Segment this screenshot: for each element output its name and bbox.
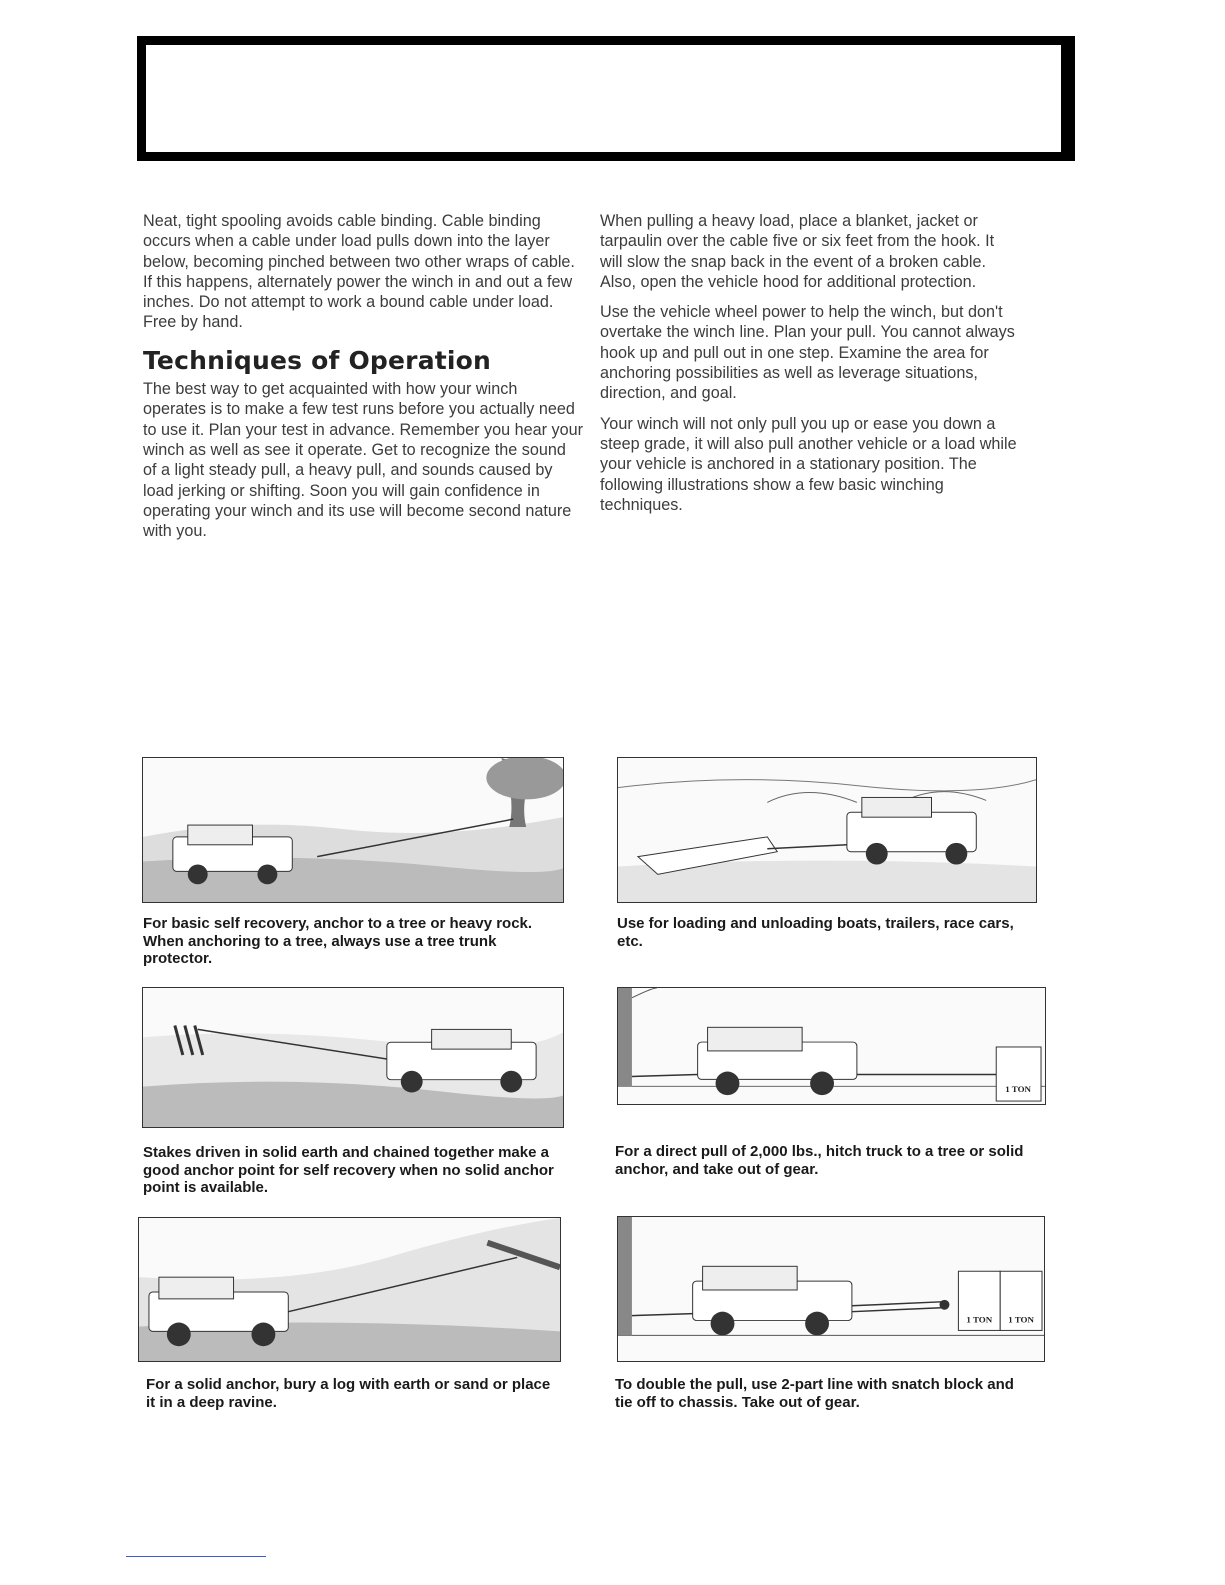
caption-double-pull: To double the pull, use 2-part line with snatch block and tie off to chassis. Take out of gear.: [615, 1376, 1014, 1411]
header-box-inner: [146, 45, 1061, 152]
right-column: [600, 211, 1020, 515]
body-paragraph: The best way to get acquainted with how your winch operates is to make a few test runs before you actually need to use it. Plan your test in advance. Remember you hear your winch as well as see it operate. Get to recognize the sound of a light steady pull, a heavy pull, and sounds caused by load jerking or shifting. Soon you will gain confidence in operating your winch and its use will become second nature with you.: [143, 380, 583, 541]
load-label-1-ton: 1 TON: [1005, 1084, 1032, 1095]
illustration-stakes-anchor: [142, 987, 564, 1128]
illustration-boat-loading: [617, 757, 1037, 903]
section-heading: Techniques of Operation: [143, 345, 492, 375]
footer-underline: [126, 1556, 266, 1558]
right-paragraph-3: Your winch will not only pull you up or ease you down a steep grade, it will also pull another vehicle or a load while your vehicle is anchored in a stationary position. The following illustrations show a few basic winching techniques.: [600, 414, 1017, 514]
illustration-buried-log: [138, 1217, 561, 1362]
load-label-1-ton-a: 1 TON: [966, 1314, 993, 1325]
right-paragraph-2: Use the vehicle wheel power to help the winch, but don't overtake the winch line. Plan your pull. You cannot always hook up and pull out in one step. Examine the area for anchoring possibilities as well as leverage situations, direction, and goal.: [600, 303, 1015, 403]
illustration-direct-pull: [617, 987, 1046, 1105]
left-column: [143, 211, 583, 541]
illustration-double-pull: [617, 1216, 1045, 1362]
intro-paragraph: Neat, tight spooling avoids cable binding. Cable binding occurs when a cable under load pulls down into the layer below, becoming pinched between two other wraps of cable. If this happens, alternately power the winch in and out a few inches. Do not attempt to work a bound cable under load. Free by hand.: [143, 212, 575, 332]
caption-tree-anchor: For basic self recovery, anchor to a tree or heavy rock. When anchoring to a tree, always use a tree trunk protector.: [143, 915, 533, 967]
caption-boat-loading: Use for loading and unloading boats, trailers, race cars, etc.: [617, 915, 1014, 950]
illustration-tree-anchor: [142, 757, 564, 903]
header-box: [137, 36, 1075, 161]
caption-stakes-anchor: Stakes driven in solid earth and chained together make a good anchor point for self recovery when no solid anchor point is available.: [143, 1144, 554, 1196]
caption-buried-log: For a solid anchor, bury a log with earth or sand or place it in a deep ravine.: [146, 1376, 551, 1411]
right-paragraph-1: When pulling a heavy load, place a blanket, jacket or tarpaulin over the cable five or six feet from the hook. It will slow the snap back in the event of a broken cable. Also, open the vehicle hood for additional protection.: [600, 212, 995, 291]
caption-direct-pull: For a direct pull of 2,000 lbs., hitch truck to a tree or solid anchor, and take out of gear.: [615, 1143, 1024, 1178]
load-label-1-ton-b: 1 TON: [1008, 1314, 1035, 1325]
